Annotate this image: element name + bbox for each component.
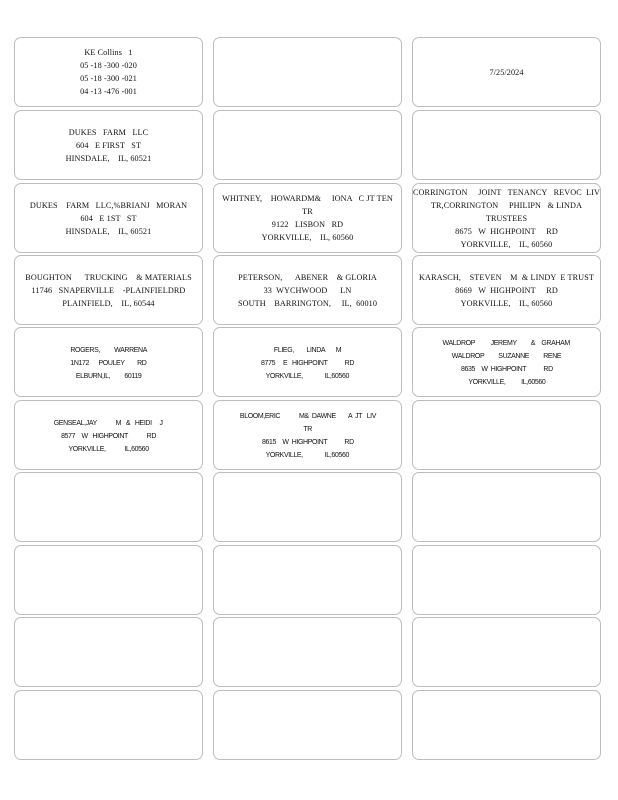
address-label [14,183,203,253]
label-line: 11746 SNAPERVILLE -PLAINFIELDRD [31,285,186,295]
address-label [412,110,601,180]
address-label [213,255,402,325]
address-label [412,617,601,687]
address-label [412,690,601,760]
label-line: GENSEAL,JAY M & HEIDI J [54,417,163,427]
label-line: WALDROP JEREMY & GRAHAM [442,338,571,347]
label-line: YORKVILLE, IL, 60560 [460,298,553,308]
label-line: 05 -18 -300 -021 [80,74,137,83]
address-label [14,400,203,470]
address-label [412,37,601,107]
label-line: 604 E 1ST ST [80,213,137,223]
label-line: YORKVILLE, IL,60560 [467,377,546,386]
address-label [14,255,203,325]
label-line: ROGERS, WARRENA [70,344,147,354]
label-line: SOUTH BARRINGTON, IL, 60010 [237,298,378,308]
label-line: BLOOM,ERIC M& DAWNE A JT LIV [239,411,376,420]
address-label [14,472,203,542]
address-label [14,617,203,687]
address-label [412,472,601,542]
label-line: 05 -18 -300 -020 [80,61,137,70]
address-label [213,472,402,542]
label-line: HINSDALE, IL, 60521 [65,153,152,163]
address-label [14,545,203,615]
label-line: TRUSTEES [485,213,528,223]
label-line: DUKES FARM LLC [68,127,149,137]
address-label [213,327,402,397]
label-line: 8669 W HIGHPOINT RD [455,285,558,295]
address-label [213,690,402,760]
address-label [412,400,601,470]
address-label [412,255,601,325]
label-line: TR,CORRINGTON PHILIPN & LINDA [430,200,583,210]
label-line: 1N172 POULEY RD [70,357,147,367]
address-label [412,545,601,615]
label-line: HINSDALE, IL, 60521 [65,226,152,236]
label-line: YORKVILLE, IL, 60560 [460,239,553,249]
label-line: 8615 W HIGHPOINT RD [261,437,354,446]
label-line: WHITNEY, HOWARDM& IONA C JT TEN [222,194,393,203]
address-label [14,690,203,760]
label-line: 04 -13 -476 -001 [80,87,137,96]
address-label [14,110,203,180]
label-line: 8675 W HIGHPOINT RD [455,226,558,236]
label-line: 8775 E HIGHPOINT RD [260,357,354,367]
label-line: PLAINFIELD, IL, 60544 [62,298,155,308]
address-label [213,183,402,253]
address-label [14,37,203,107]
label-line: 8635 W HIGHPOINT RD [460,364,553,373]
label-line: DUKES FARM LLC,%BRIANJ MORAN [29,200,188,210]
label-line: TR [302,207,313,216]
address-label [213,400,402,470]
label-line: WALDROP SUZANNE RENE [451,351,562,360]
address-label [213,37,402,107]
label-line: 7/25/2024 [489,67,524,77]
label-line: PETERSON, ABENER & GLORIA [238,272,377,282]
address-label [213,545,402,615]
label-line: CORRINGTON JOINT TENANCY REVOC LIV [412,187,601,197]
label-line: KARASCH, STEVEN M & LINDY E TRUST [419,272,594,282]
address-label [213,617,402,687]
label-line: ELBURN,IL, 60119 [75,370,142,380]
address-label [213,110,402,180]
label-line: TR [303,424,312,433]
label-line: KE Collins 1 [84,48,133,57]
label-line: 604 E FIRST ST [75,140,142,150]
label-line: FLIEG, LINDA M [273,344,342,354]
label-line: YORKVILLE, IL,60560 [265,370,350,380]
label-line: BOUGHTON TRUCKING & MATERIALS [25,272,192,282]
label-line: 9122 LISBON RD [271,220,344,229]
label-line: YORKVILLE, IL,60560 [68,443,149,453]
label-line: 33 WYCHWOOD LN [263,285,352,295]
address-label [14,327,203,397]
address-label [412,327,601,397]
label-line: YORKVILLE, IL, 60560 [261,233,354,242]
address-label [412,183,601,253]
label-line: YORKVILLE, IL,60560 [265,450,350,459]
label-line: 8577 W HIGHPOINT RD [61,430,156,440]
